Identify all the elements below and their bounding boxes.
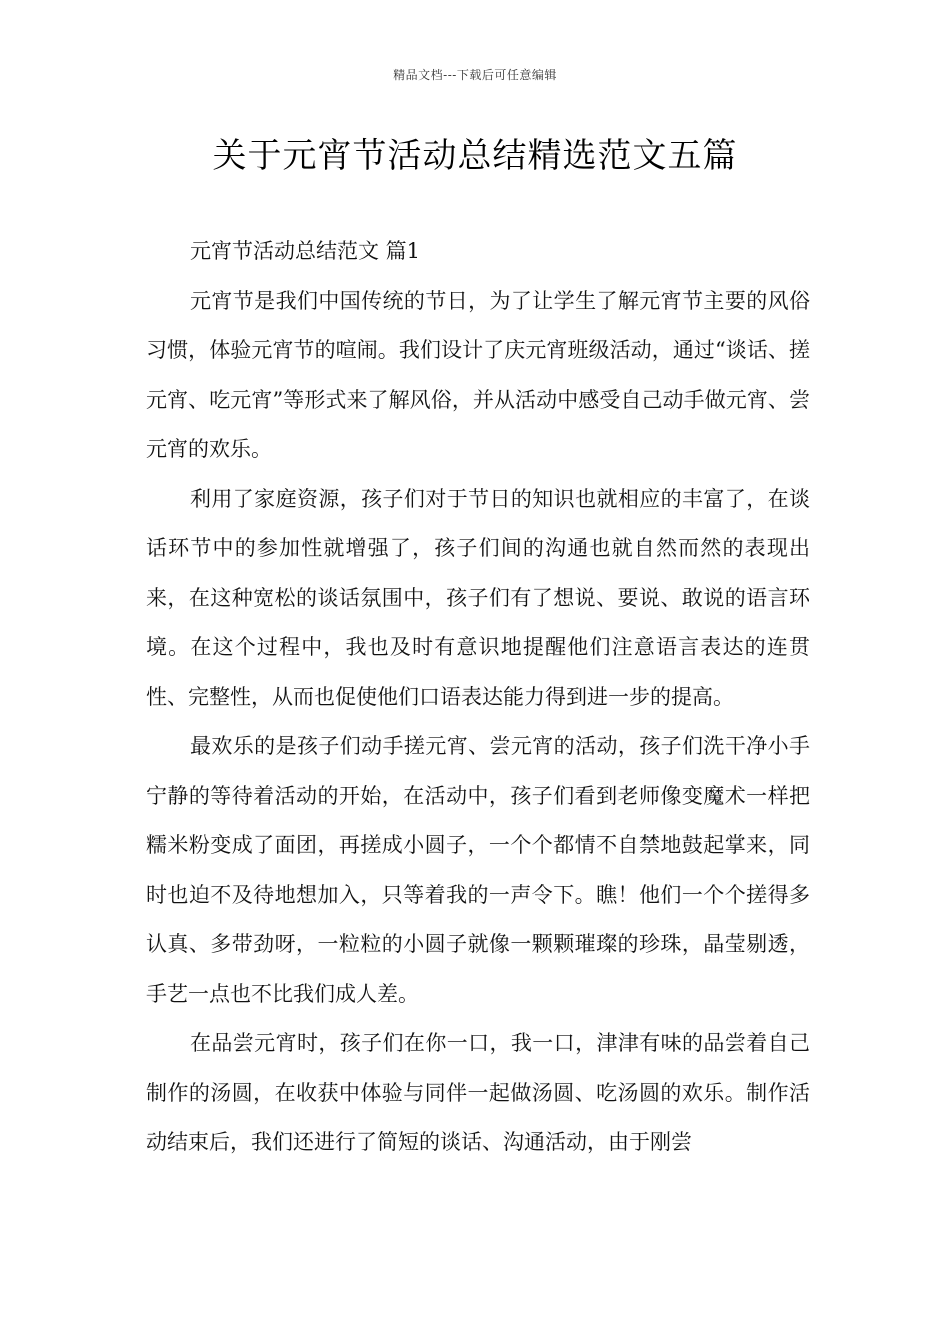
paragraph: 利用了家庭资源，孩子们对于节日的知识也就相应的丰富了，在谈话环节中的参加性就增强了，孩子们间的沟通也就自然而然的表现出来，在这种宽松的谈话氛围中，孩子们有了想说、要说、敢说的语言环境。在这个过程中，我也及时有意识地提醒他们注意语言表达的连贯性、完整性，从而也促使他们口语表达能力得到进一步的提高。: [146, 486, 810, 709]
document-title: 关于元宵节活动总结精选范文五篇: [212, 136, 738, 176]
section-heading: 元宵节活动总结范文 篇1: [190, 239, 421, 263]
paragraph: 最欢乐的是孩子们动手搓元宵、尝元宵的活动，孩子们洗干净小手宁静的等待着活动的开始，在活动中，孩子们看到老师像变魔术一样把糯米粉变成了面团，再搓成小圆子，一个个都情不自禁地鼓起掌来，同时也迫不及待地想加入，只等着我的一声令下。瞧！他们一个个搓得多认真、多带劲呀，一粒粒的小圆子就像一颗颗璀璨的珍珠，晶莹剔透，手艺一点也不比我们成人差。: [146, 734, 810, 1006]
header-note: 精品文档---下载后可任意编辑: [393, 68, 557, 82]
document-body: [146, 227, 810, 1168]
paragraph: 在品尝元宵时，孩子们在你一口，我一口，津津有味的品尝着自己制作的汤圆，在收获中体验与同伴一起做汤圆、吃汤圆的欢乐。制作活动结束后，我们还进行了简短的谈话、沟通活动，由于刚尝: [146, 1031, 810, 1154]
paragraph: 元宵节是我们中国传统的节日，为了让学生了解元宵节主要的风俗习惯，体验元宵节的喧闹。我们设计了庆元宵班级活动，通过“谈话、搓元宵、吃元宵”等形式来了解风俗，并从活动中感受自己动手做元宵、尝元宵的欢乐。: [146, 288, 810, 461]
